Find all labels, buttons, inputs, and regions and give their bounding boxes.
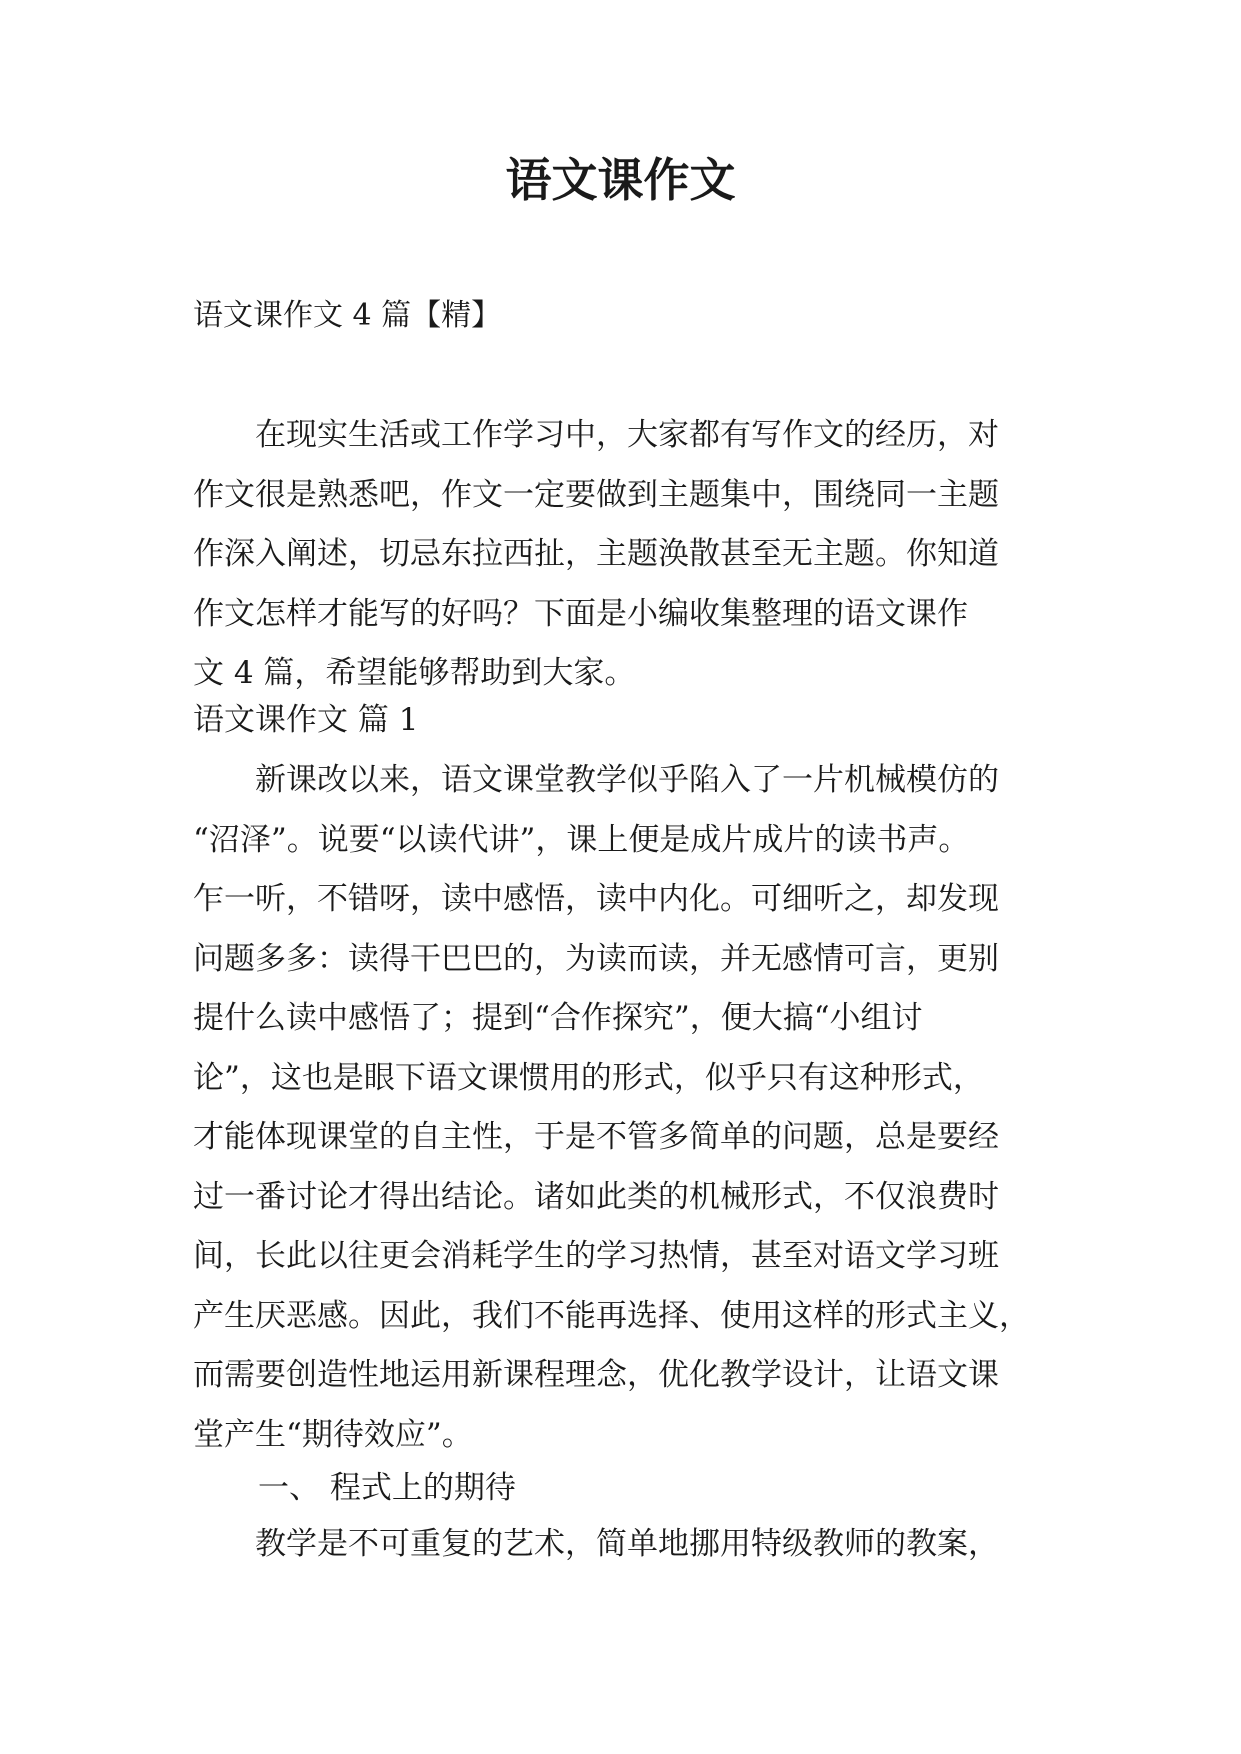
text-line: 而需要创造性地运用新课程理念，优化教学设计，让语文课 <box>193 1357 999 1393</box>
text-line: 产生厌恶感。因此，我们不能再选择、使用这样的形式主义， <box>193 1297 1030 1334</box>
text-line: “沼泽”。说要“以读代讲”，课上便是成片成片的读书声。 <box>193 821 970 858</box>
text-line: 堂产生“期待效应”。 <box>193 1416 473 1453</box>
text-line: 作文很是熟悉吧，作文一定要做到主题集中，围绕同一主题 <box>193 476 999 513</box>
text-line: 作深入阐述，切忌东拉西扯，主题涣散甚至无主题。你知道 <box>193 536 999 572</box>
text-line: 教学是不可重复的艺术，简单地挪用特级教师的教案， <box>193 1526 999 1562</box>
text-line: 论”，这也是眼下语文课惯用的形式，似乎只有这种形式， <box>193 1059 984 1096</box>
document-subtitle: 语文课作文 4 篇【精】 <box>193 298 502 333</box>
text-line: 间，长此以往更会消耗学生的学习热情，甚至对语文学习班 <box>193 1238 999 1274</box>
closing-paragraph <box>193 1515 1053 1575</box>
document-title: 语文课作文 <box>505 153 736 207</box>
text-line: 乍一听，不错呀，读中感悟，读中内化。可细听之，却发现 <box>193 881 999 917</box>
subheading: 一、 程式上的期待 <box>258 1470 516 1506</box>
text-line: 提什么读中感悟了；提到“合作探究”，便大搞“小组讨 <box>193 1000 923 1036</box>
intro-paragraph <box>193 406 1053 704</box>
section-heading: 语文课作文 篇 1 <box>193 702 419 738</box>
text-line: 才能体现课堂的自主性，于是不管多简单的问题，总是要经 <box>193 1119 999 1155</box>
text-line: 文 4 篇，希望能够帮助到大家。 <box>193 655 636 691</box>
text-line: 在现实生活或工作学习中，大家都有写作文的经历，对 <box>193 417 999 453</box>
text-line: 作文怎样才能写的好吗？下面是小编收集整理的语文课作 <box>193 595 968 632</box>
body-paragraph <box>193 751 1053 1465</box>
text-line: 新课改以来，语文课堂教学似乎陷入了一片机械模仿的 <box>193 762 999 798</box>
text-line: 问题多多：读得干巴巴的，为读而读，并无感情可言，更别 <box>193 940 999 977</box>
text-line: 过一番讨论才得出结论。诸如此类的机械形式，不仅浪费时 <box>193 1178 999 1215</box>
